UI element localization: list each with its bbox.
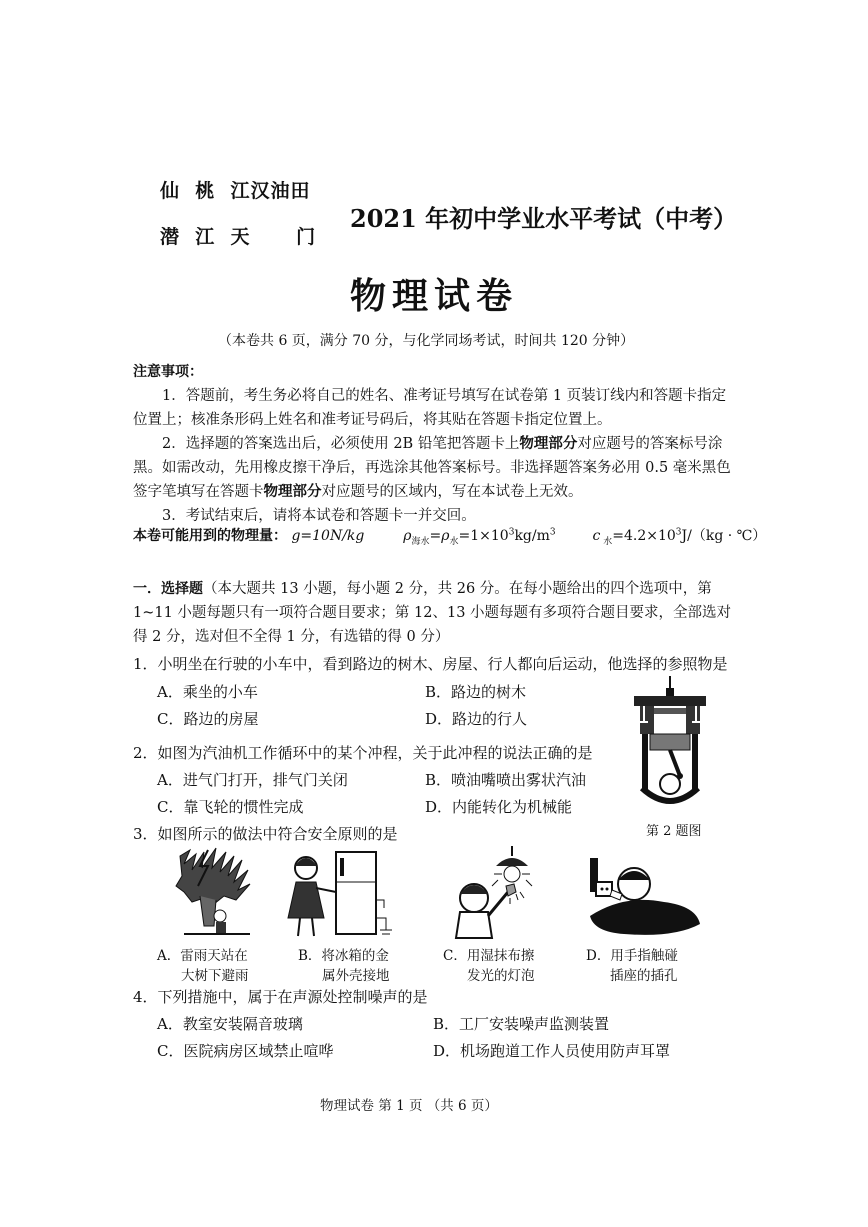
notice-heading: 注意事项： xyxy=(133,364,203,380)
question-3-option-a xyxy=(157,946,249,986)
question-4-stem: 4．下列措施中，属于在声源处控制噪声的是 xyxy=(133,988,428,1006)
page-footer: 物理试卷 第 1 页 （共 6 页） xyxy=(320,1098,498,1114)
question-3-option-c-line-1: C．用湿抹布擦 xyxy=(443,948,535,964)
boy-touching-socket-illustration xyxy=(584,854,704,944)
question-1-option-c: C．路边的房屋 xyxy=(157,710,259,728)
question-3-option-d-line-1: D．用手指触碰 xyxy=(586,948,678,964)
notice-block xyxy=(133,360,739,528)
constant-rho-exponent: 3 xyxy=(508,527,515,538)
question-1-option-d: D．路边的行人 xyxy=(425,710,528,728)
question-3-option-d xyxy=(586,946,678,986)
constant-rho-value: =1×10 xyxy=(458,528,509,544)
notice-item-2-text-a: 2．选择题的答案选出后，必须使用 2B 铅笔把答题卡上 xyxy=(162,436,520,452)
notice-item-2-bold-a: 物理部分 xyxy=(519,435,578,452)
section-1 xyxy=(133,577,739,649)
question-3-option-b-line-1: B．将冰箱的金 xyxy=(298,948,389,964)
question-2-option-c: C．靠飞轮的惯性完成 xyxy=(157,798,304,816)
constant-rho-unit: kg/m xyxy=(514,528,550,544)
figure-2-caption: 第 2 题图 xyxy=(646,824,702,839)
constants-line xyxy=(133,525,766,547)
question-3-option-d-line-2: 插座的插孔 xyxy=(610,968,678,984)
exam-info: （本卷共 6 页，满分 70 分，与化学同场考试，时间共 120 分钟） xyxy=(218,333,635,349)
question-3-option-a-line-1: A．雷雨天站在 xyxy=(157,948,248,964)
constant-rho-symbol: ρ xyxy=(403,528,412,544)
constant-rho-unit-exponent: 3 xyxy=(549,527,556,538)
constant-c-unit: J/（kg · ℃） xyxy=(681,528,767,544)
boy-wiping-lamp-illustration xyxy=(448,846,552,942)
notice-item-2-bold-b: 物理部分 xyxy=(263,483,322,500)
notice-item-2 xyxy=(133,432,739,504)
question-3-option-c-line-2: 发光的灯泡 xyxy=(467,968,535,984)
question-4-option-a: A．教室安装隔音玻璃 xyxy=(157,1015,303,1033)
girl-and-fridge-illustration xyxy=(280,848,398,942)
notice-item-1: 1．答题前，考生务必将自己的姓名、准考证号填写在试卷第 1 页装订线内和答题卡指定位置上；核准条形码上姓名和准考证号码后，将其贴在答题卡指定位置上。 xyxy=(133,388,727,428)
question-4-option-b: B．工厂安装噪声监测装置 xyxy=(433,1015,610,1033)
question-1-option-b: B．路边的树木 xyxy=(425,683,527,701)
question-3-option-b xyxy=(298,946,390,986)
constant-rho-mid: =ρ xyxy=(429,528,450,544)
constant-g: g=10N/kg xyxy=(291,528,365,544)
constant-c-sub: 水 xyxy=(600,536,613,547)
engine-cylinder-diagram xyxy=(628,676,712,816)
question-4-option-c: C．医院病房区域禁止喧哗 xyxy=(157,1042,334,1060)
question-1-stem: 1．小明坐在行驶的小车中，看到路边的树木、房屋、行人都向后运动，他选择的参照物是 xyxy=(133,655,728,673)
question-4-option-d: D．机场跑道工作人员使用防声耳罩 xyxy=(433,1042,671,1060)
question-3-option-b-line-2: 属外壳接地 xyxy=(322,968,390,984)
region-line-1: 仙 桃 江汉油田 xyxy=(160,180,311,202)
tree-in-thunderstorm-illustration xyxy=(170,846,260,938)
section-1-heading: 一．选择题 xyxy=(133,581,203,597)
question-3-option-c xyxy=(443,946,535,986)
constant-c-value: =4.2×10 xyxy=(612,528,676,544)
question-2-option-d: D．内能转化为机械能 xyxy=(425,798,573,816)
question-1-option-a: A．乘坐的小车 xyxy=(157,683,258,701)
question-2-stem: 2．如图为汽油机工作循环中的某个冲程，关于此冲程的说法正确的是 xyxy=(133,744,593,762)
notice-item-2-text-c: 对应题号的区域内，写在本试卷上无效。 xyxy=(321,484,583,500)
constant-c-symbol: c xyxy=(592,528,601,544)
constant-c-exponent: 3 xyxy=(675,527,682,538)
paper-title: 物理试卷 xyxy=(350,275,519,317)
question-2-option-a: A．进气门打开，排气门关闭 xyxy=(157,771,348,789)
exam-title: 2021 年初中学业水平考试（中考） xyxy=(350,204,738,233)
constants-label: 本卷可能用到的物理量： xyxy=(133,528,287,544)
question-3-stem: 3．如图所示的做法中符合安全原则的是 xyxy=(133,825,398,843)
section-1-description: （本大题共 13 小题，每小题 2 分，共 26 分。在每小题给出的四个选项中，第 1~11 小题每题只有一项符合题目要求；第 12、13 小题每题有多项符合题目要求，全部选对得 2 分，选对但不全得 1 分，有选错的得 0 分） xyxy=(133,581,732,645)
constant-rho-sub-seawater: 海水 xyxy=(411,536,430,547)
question-3-option-a-line-2: 大树下避雨 xyxy=(181,968,249,984)
constant-rho-sub-water: 水 xyxy=(449,536,459,547)
notice-item-2-text-b: 对应题号的答案标号涂黑。如需改动，先用橡皮擦干净后，再选涂其他答案标号。非选择题答案务必用 0.5 毫米黑色签字笔填写在答题卡 xyxy=(133,436,731,500)
notice-item-3: 3．考试结束后，请将本试卷和答题卡一并交回。 xyxy=(162,508,476,524)
region-line-2: 潜 江 天 门 xyxy=(160,226,317,248)
question-2-option-b: B．喷油嘴喷出雾状汽油 xyxy=(425,771,587,789)
